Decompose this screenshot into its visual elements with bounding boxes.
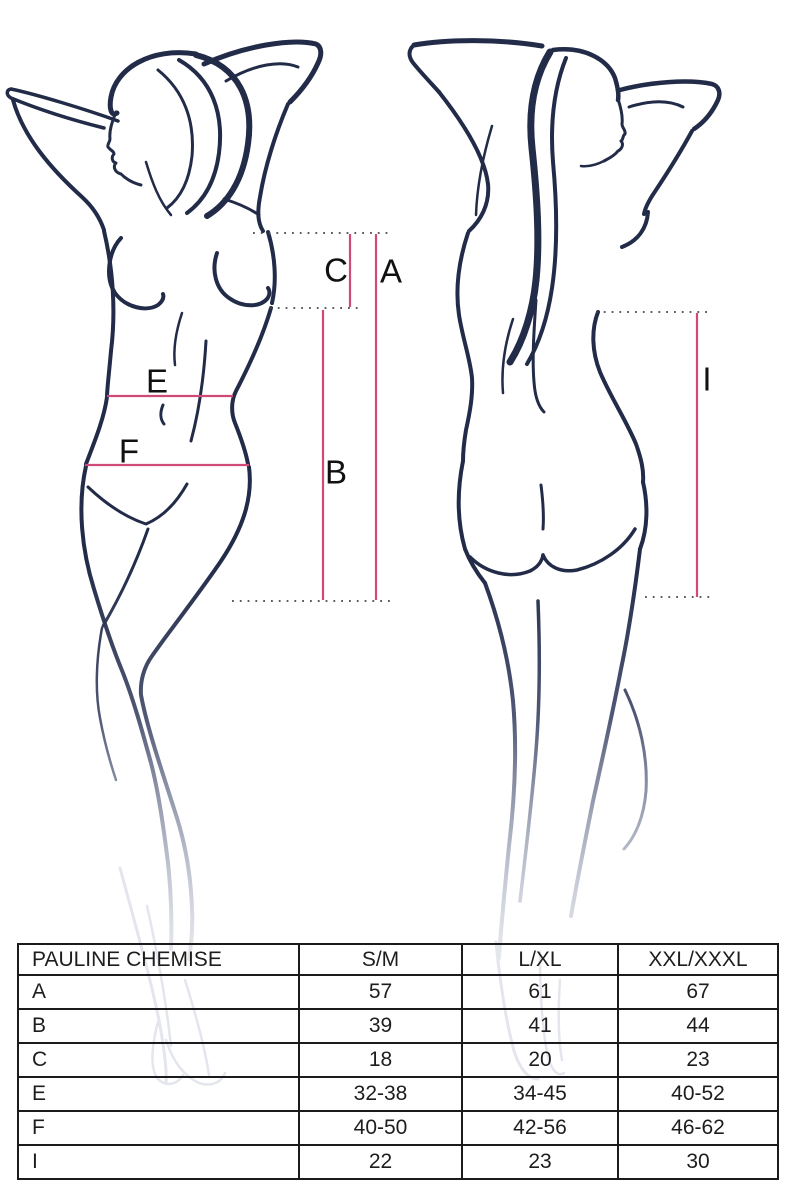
row-label: F xyxy=(18,1111,299,1145)
back-figure-illustration xyxy=(410,41,720,1079)
table-row xyxy=(18,1145,778,1179)
measure-label-a: A xyxy=(379,252,403,290)
table-cell: 57 xyxy=(299,975,462,1009)
table-cell: 44 xyxy=(618,1009,778,1043)
table-header-row xyxy=(18,944,778,975)
table-header-product: PAULINE CHEMISE xyxy=(18,944,299,975)
table-header-size-sm: S/M xyxy=(299,944,462,975)
table-cell: 34-45 xyxy=(462,1077,618,1111)
front-figure-illustration xyxy=(7,42,321,1085)
measure-label-f: F xyxy=(118,432,140,470)
table-row xyxy=(18,1043,778,1077)
table-cell: 67 xyxy=(618,975,778,1009)
measure-label-b: B xyxy=(324,453,348,491)
table-cell: 23 xyxy=(618,1043,778,1077)
size-table xyxy=(17,943,779,1180)
row-label: A xyxy=(18,975,299,1009)
table-row xyxy=(18,975,778,1009)
table-cell: 61 xyxy=(462,975,618,1009)
table-row xyxy=(18,1009,778,1043)
table-cell: 18 xyxy=(299,1043,462,1077)
size-table-body xyxy=(18,975,778,1179)
table-cell: 42-56 xyxy=(462,1111,618,1145)
row-label: E xyxy=(18,1077,299,1111)
measure-label-i: I xyxy=(702,360,712,398)
row-label: B xyxy=(18,1009,299,1043)
table-cell: 22 xyxy=(299,1145,462,1179)
table-cell: 40-52 xyxy=(618,1077,778,1111)
measure-label-e: E xyxy=(145,362,169,400)
row-label: C xyxy=(18,1043,299,1077)
table-cell: 41 xyxy=(462,1009,618,1043)
table-cell: 20 xyxy=(462,1043,618,1077)
table-cell: 40-50 xyxy=(299,1111,462,1145)
measure-label-c: C xyxy=(324,251,348,289)
table-row xyxy=(18,1111,778,1145)
table-row xyxy=(18,1077,778,1111)
row-label: I xyxy=(18,1145,299,1179)
table-header-size-xxlxxxl: XXL/XXXL xyxy=(618,944,778,975)
table-cell: 39 xyxy=(299,1009,462,1043)
table-cell: 32-38 xyxy=(299,1077,462,1111)
table-cell: 46-62 xyxy=(618,1111,778,1145)
table-cell: 23 xyxy=(462,1145,618,1179)
table-cell: 30 xyxy=(618,1145,778,1179)
table-header-size-lxl: L/XL xyxy=(462,944,618,975)
